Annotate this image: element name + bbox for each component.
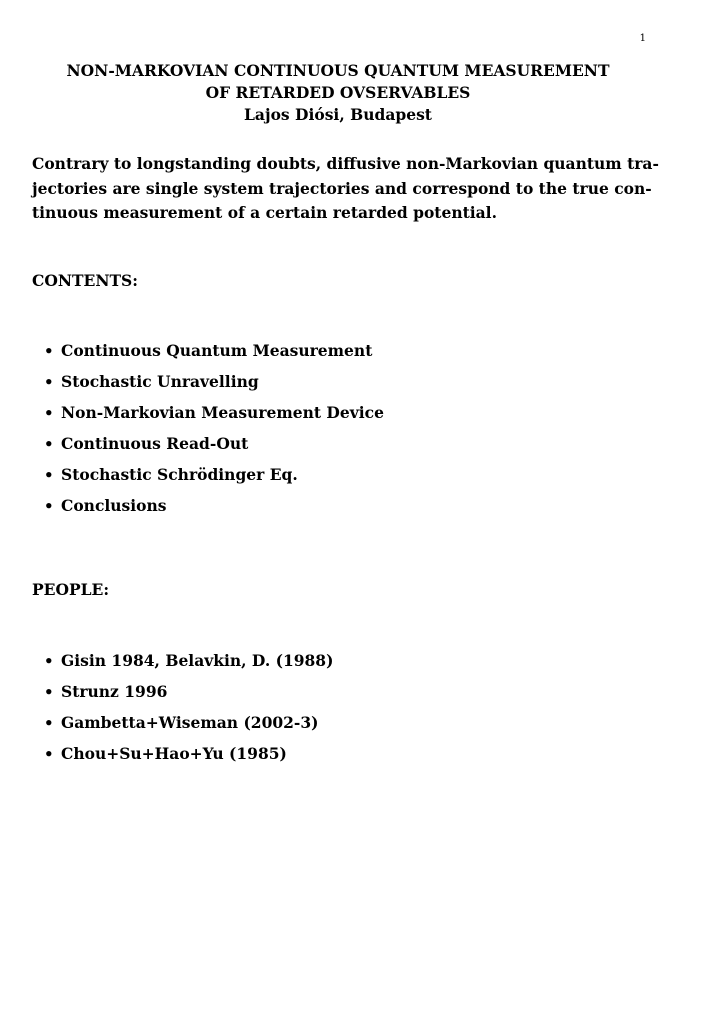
list-item — [44, 496, 384, 527]
contents-item-label: Stochastic Unravelling — [61, 372, 259, 391]
bullet-icon: • — [44, 745, 54, 763]
title-line-1: NON-MARKOVIAN CONTINUOUS QUANTUM MEASUREMENT — [66, 61, 610, 80]
contents-heading: CONTENTS: — [32, 271, 138, 290]
contents-item-label: Non-Markovian Measurement Device — [61, 403, 384, 422]
list-item — [44, 465, 384, 496]
list-item — [44, 341, 384, 372]
people-item-label: Chou+Su+Hao+Yu (1985) — [61, 744, 287, 763]
bullet-icon: • — [44, 342, 54, 360]
title-block — [32, 60, 644, 126]
bullet-icon: • — [44, 404, 54, 422]
abstract-line-1: Contrary to longstanding doubts, diffusive non-Markovian quantum tra- — [32, 154, 659, 173]
title-line-2: OF RETARDED OVSERVABLES — [205, 83, 471, 102]
bullet-icon: • — [44, 497, 54, 515]
page-number: 1 — [639, 33, 646, 44]
people-heading: PEOPLE: — [32, 580, 110, 599]
bullet-icon: • — [44, 683, 54, 701]
abstract — [32, 152, 659, 226]
list-item — [44, 403, 384, 434]
list-item — [44, 372, 384, 403]
people-item-label: Gambetta+Wiseman (2002-3) — [61, 713, 319, 732]
people-item-label: Gisin 1984, Belavkin, D. (1988) — [61, 651, 334, 670]
list-item — [44, 744, 333, 775]
contents-item-label: Conclusions — [61, 496, 167, 515]
list-item — [44, 682, 333, 713]
bullet-icon: • — [44, 652, 54, 670]
bullet-icon: • — [44, 435, 54, 453]
contents-item-label: Stochastic Schrödinger Eq. — [61, 465, 298, 484]
list-item — [44, 434, 384, 465]
abstract-line-3: tinuous measurement of a certain retarded potential. — [32, 203, 497, 222]
bullet-icon: • — [44, 373, 54, 391]
contents-item-label: Continuous Read-Out — [61, 434, 249, 453]
contents-list — [44, 341, 384, 527]
bullet-icon: • — [44, 466, 54, 484]
people-list — [44, 651, 333, 775]
people-item-label: Strunz 1996 — [61, 682, 168, 701]
list-item — [44, 651, 333, 682]
author-line: Lajos Diósi, Budapest — [244, 105, 432, 124]
bullet-icon: • — [44, 714, 54, 732]
list-item — [44, 713, 333, 744]
contents-item-label: Continuous Quantum Measurement — [61, 341, 373, 360]
abstract-line-2: jectories are single system trajectories and correspond to the true con- — [32, 178, 652, 198]
